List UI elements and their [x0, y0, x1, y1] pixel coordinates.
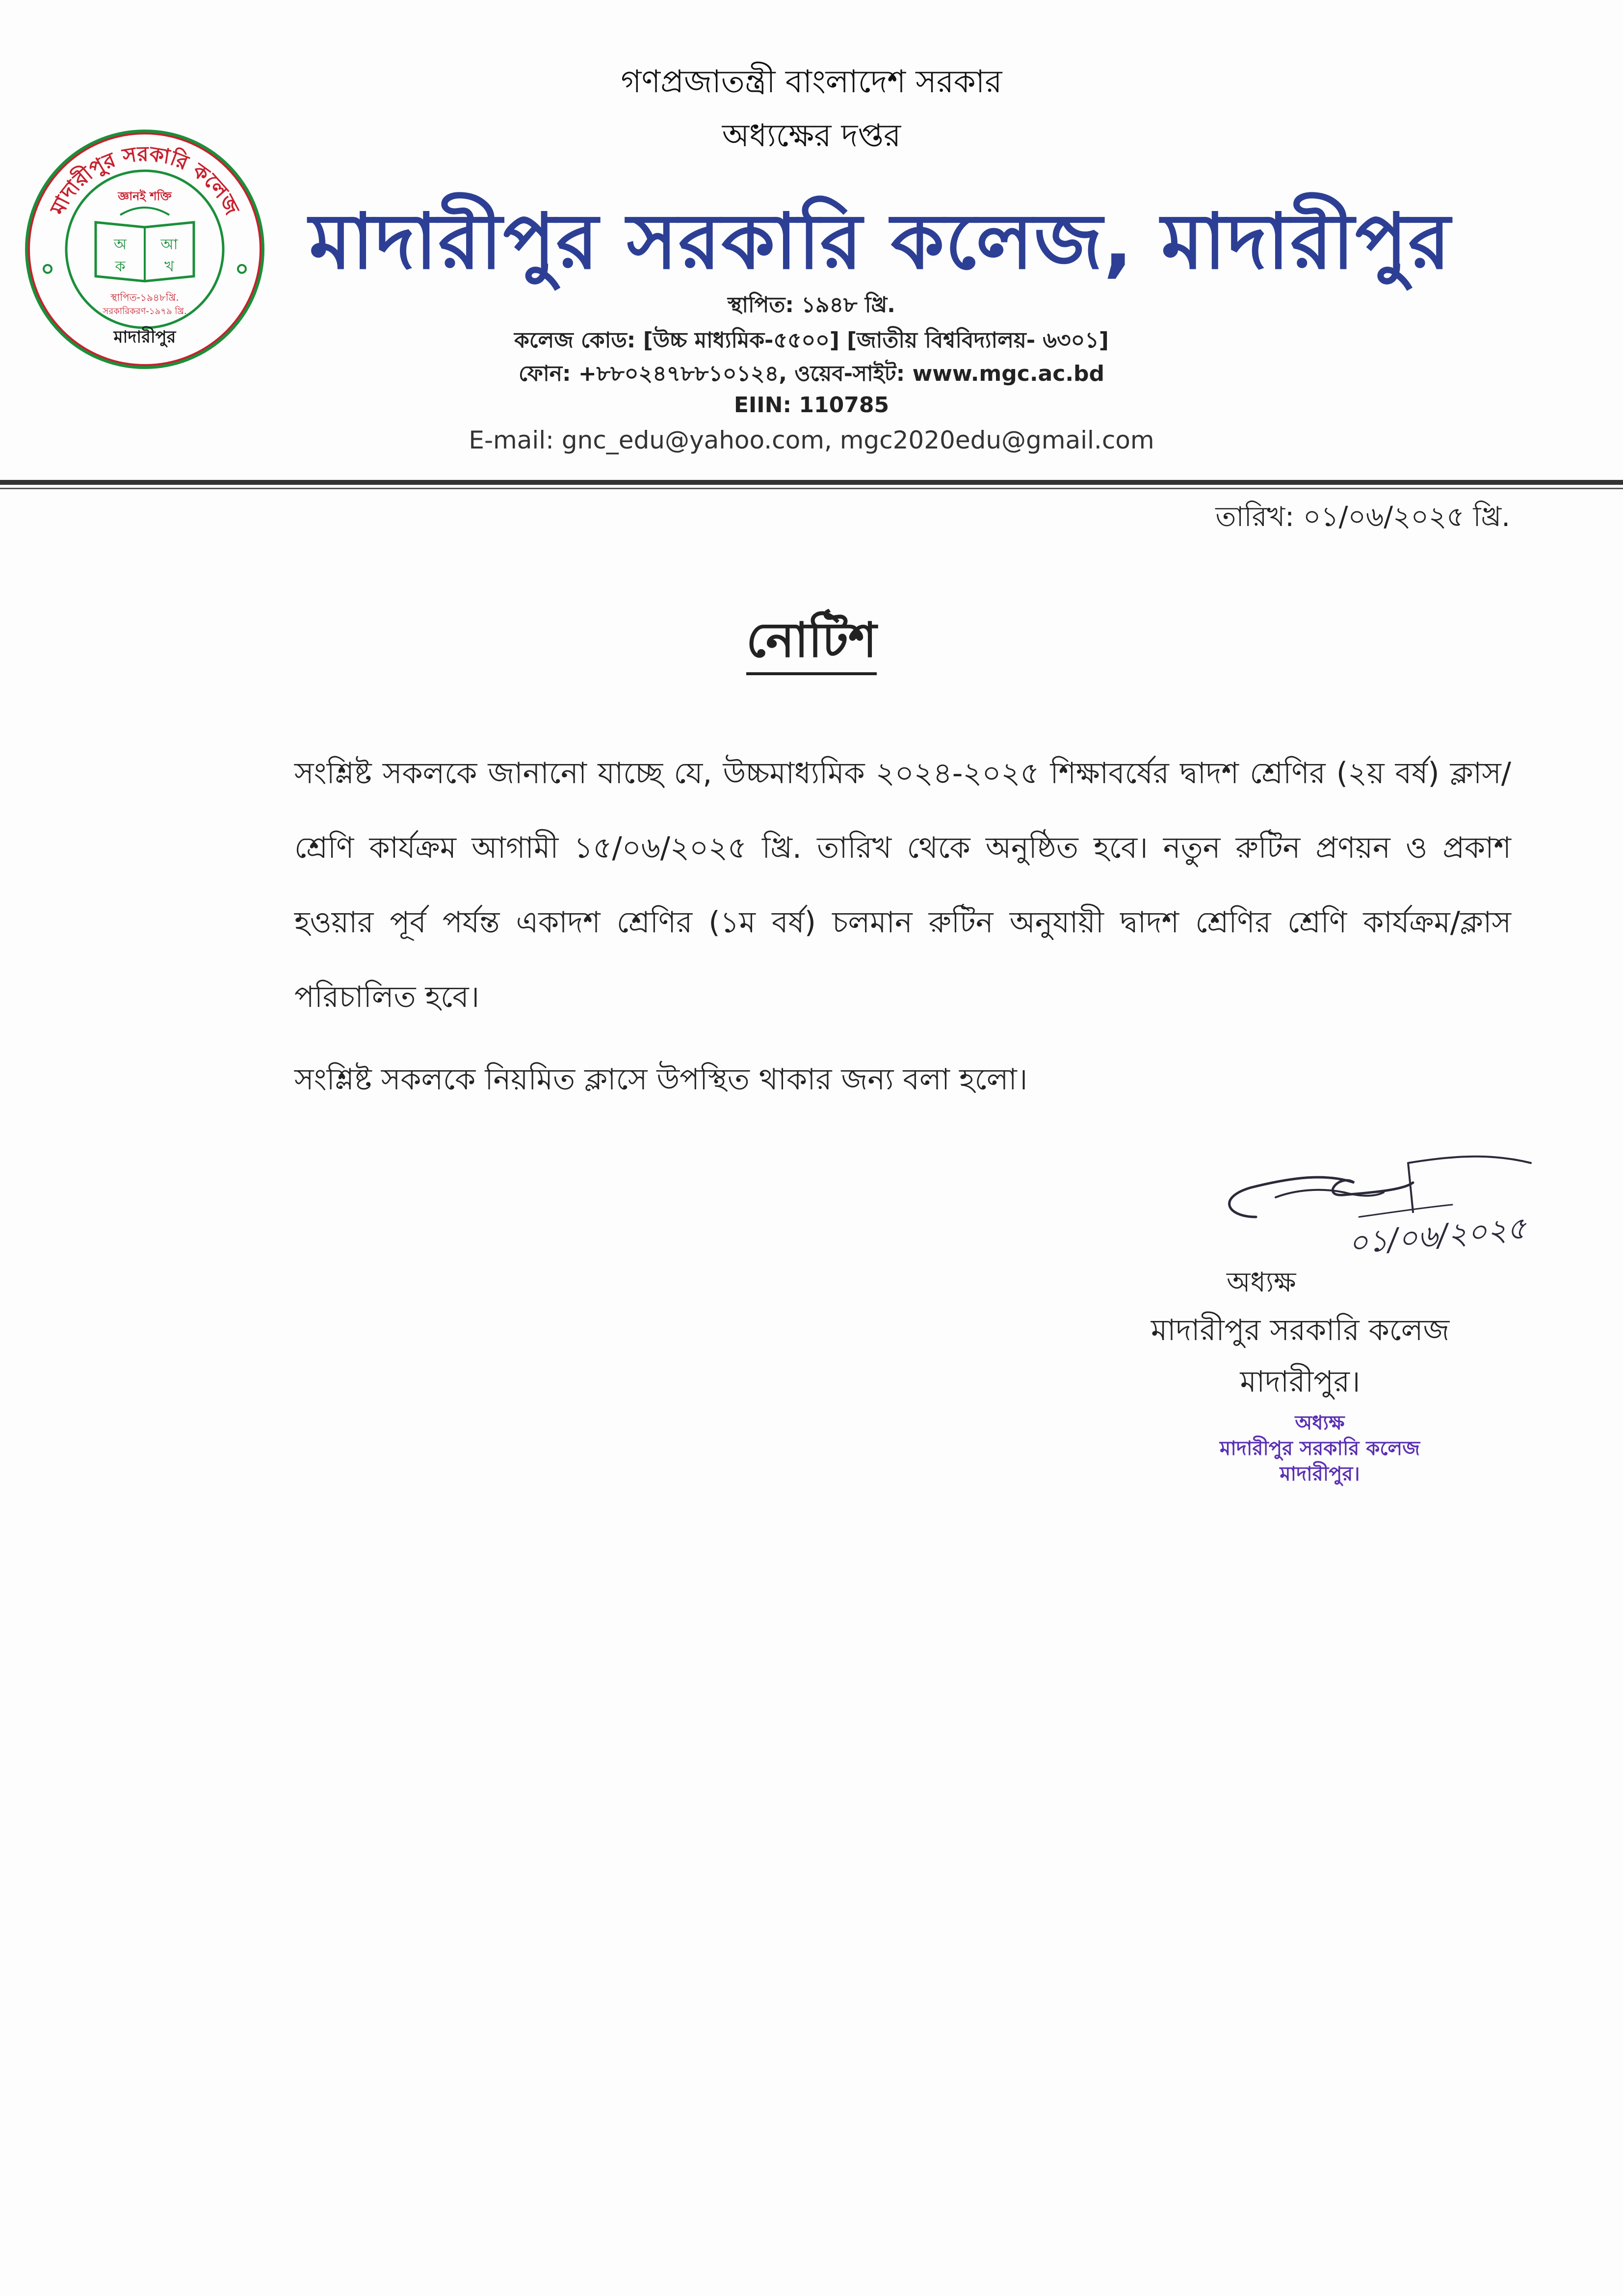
established-line: স্থাপিত: ১৯৪৮ খ্রি.	[728, 292, 895, 317]
seal-letter-2: আ	[160, 236, 178, 253]
email-line: E-mail: gnc_edu@yahoo.com, mgc2020edu@gmail.com	[469, 426, 1154, 454]
notice-heading	[0, 604, 1623, 684]
seal-place: মাদারীপুর	[113, 327, 176, 347]
stamp-title: অধ্যক্ষ	[1295, 1412, 1345, 1434]
stamp-place: মাদারীপুর।	[1280, 1463, 1360, 1485]
notice-paragraph-1: সংশ্লিষ্ট সকলকে জানানো যাচ্ছে যে, উচ্চমাধ্যমিক ২০২৪-২০২৫ শিক্ষাবর্ষের দ্বাদশ শ্রেণির (২য় বর্ষ) ক্লাস/শ্রেণি কার্যক্রম আগামী ১৫/০৬/২০২৫ খ্রি. তারিখ থেকে অনুষ্ঠিত হবে। নতুন রুটিন প্রণয়ন ও প্রকাশ হওয়ার পূর্ব পর্যন্ত একাদশ শ্রেণির (১ম বর্ষ) চলমান রুটিন অনুযায়ী দ্বাদশ শ্রেণির শ্রেণি কার্যক্রম/ক্লাস পরিচালিত হবে।	[294, 756, 1511, 1014]
seal-nationalized: সরকারিকরণ-১৯৭৯ খ্রি.	[103, 306, 187, 317]
seal-ring-text: মাদারীপুর সরকারি কলেজ	[45, 141, 244, 219]
notice-heading-text: নোটিশ	[746, 612, 877, 675]
office-line: অধ্যক্ষের দপ্তর	[722, 118, 901, 154]
signatory-college: মাদারীপুর সরকারি কলেজ	[1151, 1313, 1450, 1347]
seal-letter-4: খ	[164, 258, 174, 275]
signature-date: ০১/০৬/২০২৫	[1346, 1210, 1528, 1261]
college-codes: কলেজ কোড: [উচ্চ মাধ্যমিক-৫৫০০] [জাতীয় বিশ্ববিদ্যালয়- ৬৩০১]	[514, 328, 1109, 353]
stamp-college: মাদারীপুর সরকারি কলেজ	[1220, 1437, 1420, 1460]
seal-letter-1: অ	[114, 236, 127, 253]
college-title: মাদারীপুর সরকারি কলেজ, মাদারীপুর	[309, 197, 1451, 286]
notice-paragraph-2: সংশ্লিষ্ট সকলকে নিয়মিত ক্লাসে উপস্থিত থাকার জন্য বলা হলো।	[294, 1062, 1028, 1097]
signatory-place: মাদারীপুর।	[1240, 1365, 1361, 1399]
phone-website: ফোন: +৮৮০২৪৭৮৮১০১২৪, ওয়েব-সাইট: www.mgc.ac.bd	[518, 361, 1105, 386]
eiin-number: EIIN: 110785	[733, 393, 890, 418]
signatory-title: অধ্যক্ষ	[1227, 1267, 1296, 1298]
header-divider	[0, 480, 1623, 485]
notice-date: তারিখ: ০১/০৬/২০২৫ খ্রি.	[1215, 501, 1510, 533]
seal-letter-3: ক	[115, 258, 126, 275]
principal-signature	[1197, 1143, 1541, 1271]
seal-established: স্থাপিত-১৯৪৮খ্রি.	[110, 291, 179, 303]
header-divider-thin	[0, 488, 1623, 489]
seal-motto: জ্ঞানই শক্তি	[118, 189, 172, 203]
government-line: গণপ্রজাতন্ত্রী বাংলাদেশ সরকার	[621, 64, 1002, 100]
